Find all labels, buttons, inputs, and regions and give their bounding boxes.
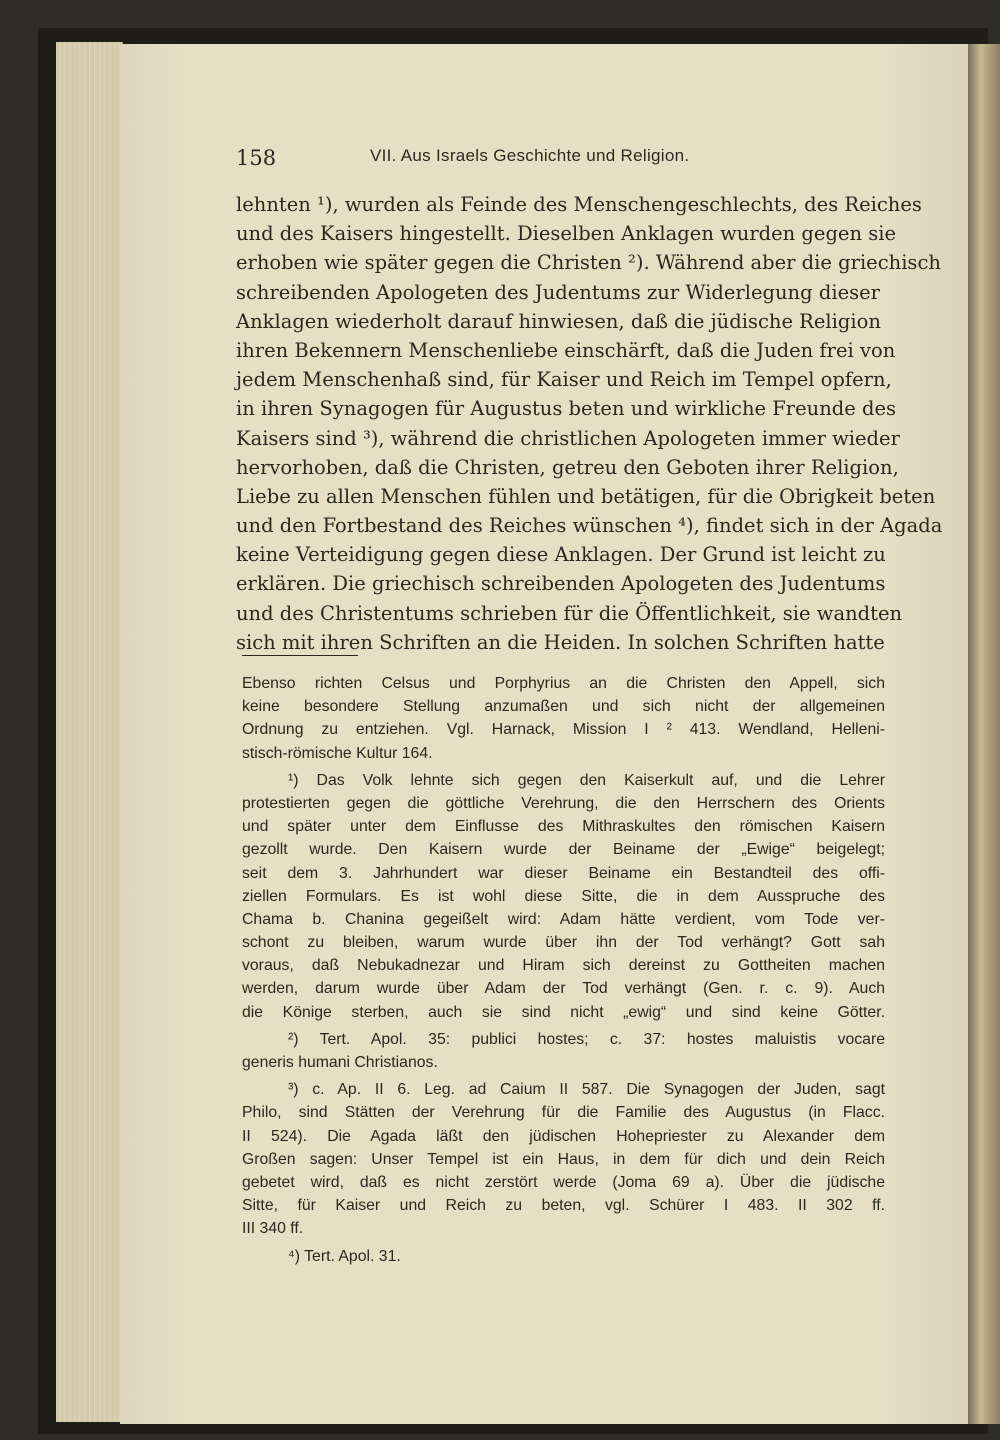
page-header: [236, 142, 886, 176]
page-edges: [56, 42, 123, 1422]
footnotes: [242, 672, 885, 1268]
body-line: und des Kaisers hingestellt. Dieselben Anklagen wurden gegen sie: [236, 222, 897, 246]
body-text: [236, 190, 943, 657]
footnote-line: stisch-römische Kultur 164.: [242, 744, 433, 762]
body-line: in ihren Synagogen für Augustus beten und wirkliche Freunde des: [236, 397, 897, 421]
footnote-1-line: schont zu bleiben, warum wurde über ihn der Tod verhängt? Gott sah: [242, 934, 885, 952]
footnote-1-line: werden, darum wurde über Adam der Tod verhängt (Gen. r. c. 9). Auch: [242, 980, 885, 998]
footnote-line: Ordnung zu entziehen. Vgl. Harnack, Mission I ² 413. Wendland, Helleni-: [242, 721, 885, 739]
footnote-3-line: ³) c. Ap. II 6. Leg. ad Caium II 587. Die Synagogen der Juden, sagt: [288, 1081, 885, 1099]
body-line: sich mit ihren Schriften an die Heiden. In solchen Schriften hatte: [236, 630, 885, 654]
footnote-3-line: Sitte, für Kaiser und Reich zu beten, vgl. Schürer I 483. II 302 ff.: [242, 1197, 885, 1215]
body-line: und den Fortbestand des Reiches wünschen ⁴), findet sich in der Agada: [236, 514, 943, 538]
footnote-3-line: Großen sagen: Unser Tempel ist ein Haus, in dem für dich und dein Reich: [242, 1150, 885, 1168]
footnote-3-line: II 524). Die Agada läßt den jüdischen Hohepriester zu Alexander dem: [242, 1127, 885, 1145]
body-line: erhoben wie später gegen die Christen ²). Während aber die griechisch: [236, 251, 941, 275]
facing-page-edge: [968, 44, 1000, 1424]
body-line: keine Verteidigung gegen diese Anklagen. Der Grund ist leicht zu: [236, 543, 886, 567]
footnote-1-line: ziellen Formulars. Es ist wohl diese Sitte, die in dem Ausspruche des: [242, 887, 885, 905]
body-line: erklären. Die griechisch schreibenden Apologeten des Judentums: [236, 572, 886, 596]
footnote-1-line: seit dem 3. Jahrhundert war dieser Beiname ein Bestandteil des offi-: [242, 864, 885, 882]
footnote-1-line: voraus, daß Nebukadnezar und Hiram sich dereinst zu Gottheiten machen: [242, 957, 885, 975]
footnote-line: Ebenso richten Celsus und Porphyrius an die Christen den Appell, sich: [242, 675, 885, 692]
footnote-3-line: gebetet wird, daß es nicht zerstört werde (Joma 69 a). Über die jüdische: [242, 1173, 885, 1191]
page-number: 158: [236, 146, 277, 170]
footnote-4-line: ⁴) Tert. Apol. 31.: [288, 1247, 401, 1265]
footnote-line: keine besondere Stellung anzumaßen und sich nicht der allgemeinen: [242, 698, 885, 716]
footnote-1-line: Chama b. Chanina gegeißelt wird: Adam hätte verdient, vom Tode ver-: [242, 910, 885, 928]
footnote-1-line: gezollt wurde. Den Kaisern wurde der Beiname der „Ewige“ beigelegt;: [242, 841, 885, 859]
footnote-1-line: protestierten gegen die göttliche Verehrung, die den Herrschern des Orients: [242, 794, 885, 812]
footnote-1-line: die Könige sterben, auch sie sind nicht „ewig“ und sind keine Götter.: [242, 1003, 885, 1021]
footnote-2-line: ²) Tert. Apol. 35: publici hostes; c. 37: hostes maluistis vocare: [288, 1030, 885, 1048]
body-line: lehnten ¹), wurden als Feinde des Menschengeschlechts, des Reiches: [236, 193, 922, 216]
footnote-3-line: Philo, sind Stätten der Verehrung für die Familie des Augustus (in Flacc.: [242, 1104, 885, 1122]
body-line: Kaisers sind ³), während die christlichen Apologeten immer wieder: [236, 426, 900, 450]
footnote-1-line: und später unter dem Einflusse des Mithraskultes den römischen Kaisern: [242, 818, 885, 836]
body-line: und des Christentums schrieben für die Öffentlichkeit, sie wandten: [236, 601, 903, 625]
body-line: hervorhoben, daß die Christen, getreu den Geboten ihrer Religion,: [236, 455, 899, 479]
body-line: schreibenden Apologeten des Judentums zur Widerlegung dieser: [236, 280, 880, 304]
body-line: ihren Bekennern Menschenliebe einschärft, daß die Juden frei von: [236, 338, 896, 362]
body-line: Anklagen wiederholt darauf hinwiesen, daß die jüdische Religion: [236, 309, 881, 333]
footnote-1-line: ¹) Das Volk lehnte sich gegen den Kaiserkult auf, und die Lehrer: [288, 771, 885, 789]
footnote-2-line: generis humani Christianos.: [242, 1054, 438, 1071]
running-head: VII. Aus Israels Geschichte und Religion.: [370, 146, 690, 165]
footnote-separator: [242, 655, 358, 656]
footnote-3-line: III 340 ff.: [242, 1220, 304, 1238]
body-line: jedem Menschenhaß sind, für Kaiser und Reich im Tempel opfern,: [236, 368, 892, 392]
body-line: Liebe zu allen Menschen fühlen und betätigen, für die Obrigkeit beten: [236, 484, 936, 508]
